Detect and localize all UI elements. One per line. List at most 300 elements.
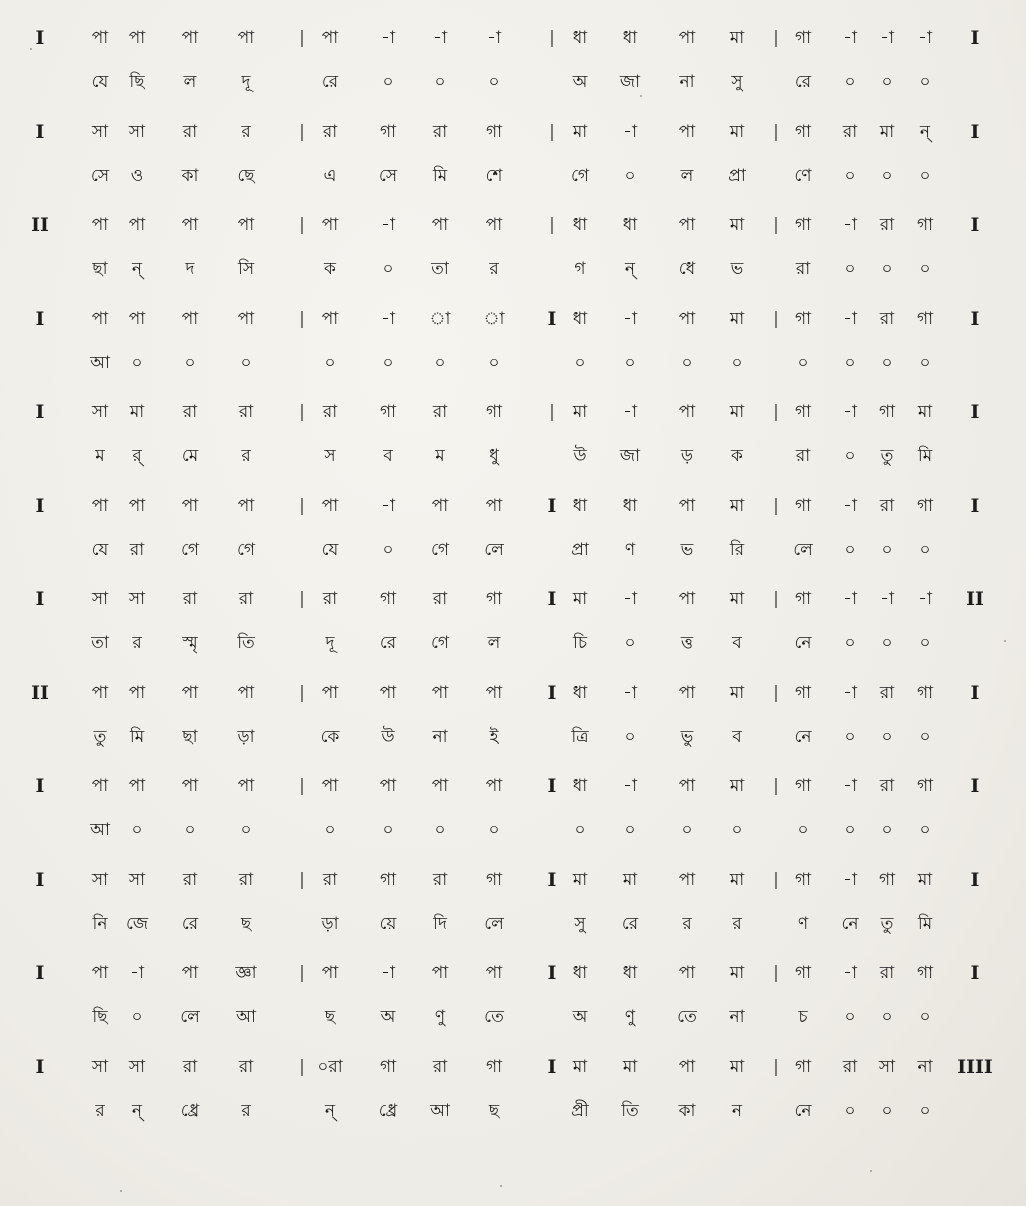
- swara-note: গা: [878, 402, 896, 422]
- bar-line: I: [970, 962, 980, 984]
- swara-note: রা: [879, 963, 895, 983]
- lyric-syllable: ০: [881, 259, 893, 279]
- lyric-syllable: ০: [844, 72, 856, 92]
- lyric-syllable: ছ: [240, 913, 252, 934]
- lyric-syllable: ০: [681, 820, 693, 840]
- lyric-syllable: ০: [624, 726, 636, 747]
- swara-note: রা: [432, 121, 448, 142]
- lyric-syllable: ভ: [680, 539, 694, 560]
- lyric-syllable: তে: [484, 1007, 504, 1027]
- lyric-syllable: ০: [382, 820, 394, 840]
- lyric-syllable: ০: [624, 352, 636, 373]
- lyric-syllable: রে: [794, 72, 812, 92]
- swara-note: রা: [182, 121, 198, 142]
- lyric-syllable: ণু: [434, 1007, 446, 1027]
- swara-note: রা: [879, 215, 895, 235]
- lyric-syllable: ০: [681, 352, 693, 373]
- swara-note: মা: [729, 589, 745, 609]
- swara-note: পা: [485, 215, 503, 235]
- swara-note: রা: [322, 589, 338, 609]
- swara-note: পা: [431, 215, 449, 235]
- bar-line: |: [299, 495, 305, 516]
- notation-line: [0, 486, 1026, 576]
- lyric-syllable: জে: [125, 913, 149, 934]
- swara-note: মা: [729, 402, 745, 422]
- swara-note: পা: [431, 776, 449, 796]
- lyric-syllable: ধে: [678, 259, 696, 279]
- bar-line: |: [299, 869, 305, 890]
- lyric-syllable: যে: [321, 539, 339, 560]
- lyric-syllable: ০: [382, 352, 394, 373]
- lyric-syllable: ত্ত: [680, 633, 694, 653]
- paper-speck: [500, 1185, 502, 1187]
- lyric-syllable: তা: [431, 259, 449, 279]
- lyric-syllable: ড়া: [321, 913, 339, 934]
- swara-note: রা: [322, 121, 338, 142]
- swara-note: রা: [432, 1056, 448, 1077]
- swara-note: পা: [485, 682, 503, 703]
- swara-note: রা: [238, 1056, 254, 1077]
- lyric-syllable: ০: [919, 72, 931, 92]
- lyric-syllable: আ: [90, 820, 110, 840]
- notation-line: [0, 953, 1026, 1043]
- lyric-syllable: ০: [624, 633, 636, 653]
- lyric-syllable: ০: [881, 72, 893, 92]
- lyric-syllable: সে: [378, 165, 398, 186]
- lyric-syllable: রা: [129, 539, 145, 560]
- swara-note: রা: [432, 589, 448, 609]
- lyric-syllable: ধ্রে: [180, 1100, 200, 1121]
- bar-line: I: [970, 307, 980, 330]
- swara-note: সা: [128, 869, 146, 890]
- notation-line: [0, 18, 1026, 108]
- lyric-syllable: ০: [844, 446, 856, 466]
- lyric-syllable: ম: [435, 446, 445, 466]
- swara-note: গা: [794, 869, 812, 890]
- lyric-syllable: ল: [183, 72, 197, 92]
- swara-note: গা: [794, 1056, 812, 1077]
- bar-line: I: [35, 868, 45, 891]
- swara-note: রা: [238, 589, 254, 609]
- swara-note: পা: [321, 215, 339, 235]
- swara-note: সা: [128, 589, 146, 609]
- paper-speck: [30, 48, 32, 50]
- swara-note: পা: [128, 682, 146, 703]
- bar-line: IIII: [957, 1055, 993, 1078]
- bar-line: I: [970, 494, 980, 517]
- swara-note: গা: [794, 308, 812, 329]
- lyric-syllable: ০: [919, 165, 931, 186]
- swara-note: সা: [91, 402, 109, 422]
- lyric-syllable: যে: [91, 72, 109, 92]
- swara-note: -া: [843, 589, 857, 609]
- lyric-syllable: ক: [324, 259, 336, 279]
- swara-note: পা: [678, 28, 696, 48]
- swara-note: রা: [182, 402, 198, 422]
- swara-note: সা: [91, 1056, 109, 1077]
- bar-line: I: [547, 681, 557, 704]
- lyric-syllable: গে: [430, 539, 450, 560]
- lyric-syllable: ন্: [131, 1100, 143, 1121]
- bar-line: I: [35, 588, 45, 610]
- lyric-syllable: আ: [430, 1100, 450, 1121]
- lyric-syllable: চি: [572, 633, 588, 653]
- bar-line: I: [970, 681, 980, 704]
- lyrics-row: [0, 530, 1026, 570]
- lyric-syllable: ভ: [730, 259, 744, 279]
- lyric-syllable: রে: [379, 633, 397, 653]
- swara-note: রা: [842, 1056, 858, 1077]
- swara-note: -া: [381, 28, 395, 48]
- swara-note: মা: [729, 28, 745, 48]
- lyric-syllable: ণু: [624, 1007, 636, 1027]
- swara-note: পা: [91, 776, 109, 796]
- swara-note: পা: [91, 215, 109, 235]
- swara-note: া: [483, 308, 505, 329]
- lyric-syllable: তি: [621, 1100, 639, 1121]
- bar-line: I: [547, 307, 557, 330]
- bar-line: |: [299, 963, 305, 983]
- swara-note: -া: [843, 215, 857, 235]
- swara-note: মা: [879, 121, 895, 142]
- swara-note: পা: [485, 495, 503, 516]
- lyric-syllable: ০: [881, 539, 893, 560]
- lyric-syllable: রে: [181, 913, 199, 934]
- swara-note: গা: [794, 495, 812, 516]
- lyric-syllable: ০: [844, 1100, 856, 1121]
- swara-note: -া: [843, 402, 857, 422]
- swara-row: [0, 18, 1026, 58]
- swara-note: -া: [381, 215, 395, 235]
- swara-note: মা: [572, 869, 588, 890]
- swara-note: পা: [678, 963, 696, 983]
- lyric-syllable: র: [241, 1100, 251, 1121]
- swara-note: -া: [843, 776, 857, 796]
- lyric-syllable: র: [732, 913, 742, 934]
- lyric-syllable: ম: [95, 446, 105, 466]
- lyric-syllable: তা: [91, 633, 109, 653]
- bar-line: I: [970, 401, 980, 423]
- lyric-syllable: ০: [844, 820, 856, 840]
- swara-note: -া: [843, 495, 857, 516]
- bar-line: |: [299, 402, 305, 422]
- swara-note: গা: [794, 28, 812, 48]
- swara-note: পা: [181, 495, 199, 516]
- swara-note: সা: [878, 1056, 896, 1077]
- bar-line: I: [35, 307, 45, 330]
- bar-line: I: [970, 214, 980, 236]
- lyric-syllable: গ: [574, 259, 586, 279]
- bar-line: |: [773, 589, 779, 609]
- swara-row: [0, 953, 1026, 993]
- lyric-syllable: উ: [381, 726, 395, 747]
- swara-note: মা: [729, 215, 745, 235]
- lyrics-row: [0, 904, 1026, 944]
- swara-note: পা: [678, 402, 696, 422]
- lyric-syllable: তু: [880, 913, 894, 934]
- lyric-syllable: ০: [919, 820, 931, 840]
- lyrics-row: [0, 623, 1026, 663]
- swara-note: -া: [880, 28, 894, 48]
- lyric-syllable: মি: [129, 726, 145, 747]
- lyric-syllable: ল: [680, 165, 694, 186]
- lyric-syllable: ০: [881, 1100, 893, 1121]
- swara-note: মা: [729, 308, 745, 329]
- swara-note: -া: [843, 682, 857, 703]
- swara-note: রা: [182, 589, 198, 609]
- swara-note: পা: [181, 308, 199, 329]
- swara-note: পা: [678, 215, 696, 235]
- lyric-syllable: ০: [919, 726, 931, 747]
- lyric-syllable: জা: [619, 72, 641, 92]
- lyric-syllable: ০: [624, 820, 636, 840]
- lyric-syllable: ০: [324, 820, 336, 840]
- lyric-syllable: তু: [93, 726, 107, 747]
- bar-line: I: [35, 1055, 45, 1078]
- lyrics-row: [0, 810, 1026, 850]
- swara-note: -া: [487, 28, 501, 48]
- lyric-syllable: ব: [732, 633, 742, 653]
- swara-note: পা: [91, 308, 109, 329]
- swara-note: গা: [379, 1056, 397, 1077]
- bar-line: |: [773, 28, 779, 48]
- swara-note: গা: [794, 963, 812, 983]
- lyric-syllable: গে: [430, 633, 450, 653]
- lyric-syllable: ল: [487, 633, 501, 653]
- bar-line: I: [970, 775, 980, 797]
- notation-line: [0, 860, 1026, 950]
- swara-row: [0, 1047, 1026, 1087]
- bar-line: |: [773, 495, 779, 516]
- lyric-syllable: ব: [383, 446, 393, 466]
- swara-note: রা: [432, 402, 448, 422]
- swara-note: পা: [379, 682, 397, 703]
- swara-note: ধা: [572, 28, 588, 48]
- lyric-syllable: রা: [795, 259, 811, 279]
- swara-note: পা: [128, 776, 146, 796]
- swara-note: পা: [237, 28, 255, 48]
- paper-speck: [640, 95, 642, 97]
- bar-line: |: [299, 682, 305, 703]
- swara-note: রা: [879, 682, 895, 703]
- swara-note: গা: [485, 1056, 503, 1077]
- swara-note: গা: [794, 682, 812, 703]
- swara-note: পা: [181, 28, 199, 48]
- lyric-syllable: ০: [488, 820, 500, 840]
- lyric-syllable: ০: [382, 539, 394, 560]
- lyric-syllable: ০: [919, 1007, 931, 1027]
- lyric-syllable: না: [432, 726, 448, 747]
- notation-line: [0, 392, 1026, 482]
- swara-note: মা: [729, 869, 745, 890]
- lyric-syllable: ০: [881, 352, 893, 373]
- lyric-syllable: ০: [240, 352, 252, 373]
- lyric-syllable: য়ে: [379, 913, 397, 934]
- bar-line: |: [299, 308, 305, 329]
- swara-note: পা: [181, 776, 199, 796]
- swara-row: [0, 860, 1026, 900]
- bar-line: II: [31, 681, 49, 704]
- lyric-syllable: ভু: [680, 726, 694, 747]
- swara-note: -া: [843, 869, 857, 890]
- notation-line: [0, 299, 1026, 389]
- swara-note: রা: [879, 308, 895, 329]
- swara-note: ধা: [622, 28, 638, 48]
- swara-note: ধা: [572, 776, 588, 796]
- swara-note: পা: [321, 682, 339, 703]
- lyric-syllable: রে: [321, 72, 339, 92]
- lyric-syllable: অ: [380, 1007, 396, 1027]
- swara-note: পা: [431, 682, 449, 703]
- lyrics-row: [0, 717, 1026, 757]
- lyric-syllable: গে: [236, 539, 256, 560]
- lyric-syllable: অ: [572, 72, 588, 92]
- lyric-syllable: ০: [844, 165, 856, 186]
- swara-note: -া: [843, 963, 857, 983]
- notation-line: [0, 673, 1026, 763]
- swara-note: মা: [917, 402, 933, 422]
- lyric-syllable: ০: [574, 352, 586, 373]
- lyric-syllable: স্মৃ: [182, 633, 198, 653]
- lyric-syllable: ০: [881, 633, 893, 653]
- swara-row: [0, 299, 1026, 339]
- bar-line: |: [549, 215, 555, 235]
- swara-note: -া: [843, 308, 857, 329]
- swara-note: পা: [678, 495, 696, 516]
- swara-note: রা: [182, 1056, 198, 1077]
- swara-note: পা: [321, 28, 339, 48]
- lyric-syllable: ০: [488, 352, 500, 373]
- lyric-syllable: ছা: [92, 259, 108, 279]
- bar-line: |: [773, 776, 779, 796]
- lyrics-row: [0, 436, 1026, 476]
- lyric-syllable: ত্রি: [571, 726, 589, 747]
- lyric-syllable: ০: [324, 352, 336, 373]
- lyric-syllable: র: [132, 633, 142, 653]
- swara-note: সা: [128, 121, 146, 142]
- bar-line: I: [970, 27, 980, 49]
- notation-line: [0, 579, 1026, 669]
- swara-note: রা: [322, 402, 338, 422]
- swara-note: পা: [91, 682, 109, 703]
- swara-note: মা: [572, 121, 588, 142]
- lyric-syllable: ড়া: [237, 726, 255, 747]
- lyric-syllable: সে: [90, 165, 110, 186]
- swara-note: পা: [431, 963, 449, 983]
- swara-note: ধা: [572, 495, 588, 516]
- swara-row: [0, 392, 1026, 432]
- bar-line: |: [773, 402, 779, 422]
- swara-note: গা: [794, 215, 812, 235]
- swara-row: [0, 579, 1026, 619]
- swara-note: -া: [623, 682, 637, 703]
- swara-note: পা: [91, 963, 109, 983]
- lyric-syllable: ০: [184, 352, 196, 373]
- swara-note: -া: [433, 28, 447, 48]
- swara-note: পা: [181, 963, 199, 983]
- lyric-syllable: ছা: [182, 726, 198, 747]
- swara-note: গা: [485, 402, 503, 422]
- bar-line: I: [547, 868, 557, 891]
- lyric-syllable: মি: [432, 165, 448, 186]
- lyric-syllable: ০: [731, 820, 743, 840]
- notation-line: [0, 205, 1026, 295]
- lyric-syllable: দি: [433, 913, 447, 934]
- lyric-syllable: জা: [619, 446, 641, 466]
- swara-note: মা: [729, 776, 745, 796]
- lyric-syllable: রা: [795, 446, 811, 466]
- swara-note: রা: [238, 402, 254, 422]
- bar-line: I: [35, 494, 45, 517]
- notation-line: [0, 112, 1026, 202]
- paper-speck: [870, 1170, 872, 1172]
- swara-note: মা: [572, 402, 588, 422]
- swara-note: পা: [431, 495, 449, 516]
- lyric-syllable: ০: [881, 1007, 893, 1027]
- lyric-syllable: দ: [185, 259, 195, 279]
- swara-note: পা: [321, 776, 339, 796]
- lyric-syllable: লে: [484, 539, 504, 560]
- paper-speck: [120, 1190, 122, 1192]
- swara-note: সা: [128, 1056, 146, 1077]
- lyric-syllable: নে: [794, 726, 812, 747]
- swara-row: [0, 766, 1026, 806]
- lyric-syllable: ন্: [624, 259, 636, 279]
- swara-note: মা: [622, 869, 638, 890]
- swara-note: মা: [129, 402, 145, 422]
- lyric-syllable: ০: [881, 820, 893, 840]
- lyric-syllable: ০: [624, 165, 636, 186]
- bar-line: I: [547, 1055, 557, 1078]
- lyric-syllable: প্রা: [728, 165, 746, 186]
- lyric-syllable: ড়: [680, 446, 694, 466]
- bar-line: |: [299, 776, 305, 796]
- swara-note: মা: [572, 589, 588, 609]
- bar-line: |: [299, 215, 305, 235]
- lyric-syllable: চ: [798, 1007, 808, 1027]
- swara-note: পা: [321, 308, 339, 329]
- swara-note: -া: [381, 495, 395, 516]
- lyric-syllable: ০: [844, 539, 856, 560]
- bar-line: I: [35, 401, 45, 423]
- swara-note: গা: [379, 121, 397, 142]
- swara-note: রা: [432, 869, 448, 890]
- swara-note: গা: [794, 589, 812, 609]
- bar-line: I: [547, 494, 557, 517]
- lyric-syllable: রে: [621, 913, 639, 934]
- lyric-syllable: দূ: [241, 72, 251, 92]
- swara-note: ধা: [622, 495, 638, 516]
- swara-note: গা: [916, 308, 934, 329]
- lyric-syllable: না: [679, 72, 695, 92]
- bar-line: I: [547, 775, 557, 797]
- lyric-syllable: ০: [434, 820, 446, 840]
- bar-line: |: [549, 28, 555, 48]
- swara-note: -া: [381, 308, 395, 329]
- bar-line: |: [773, 1056, 779, 1077]
- lyric-syllable: ০: [919, 259, 931, 279]
- swara-note: ধা: [622, 215, 638, 235]
- lyric-syllable: র: [489, 259, 499, 279]
- lyric-syllable: ০: [488, 72, 500, 92]
- lyric-syllable: ০: [731, 352, 743, 373]
- swara-note: পা: [237, 776, 255, 796]
- swara-note: পা: [678, 869, 696, 890]
- swara-note: ধা: [572, 682, 588, 703]
- lyric-syllable: ০: [131, 1007, 143, 1027]
- lyric-syllable: কা: [678, 1100, 696, 1121]
- lyric-syllable: ০: [574, 820, 586, 840]
